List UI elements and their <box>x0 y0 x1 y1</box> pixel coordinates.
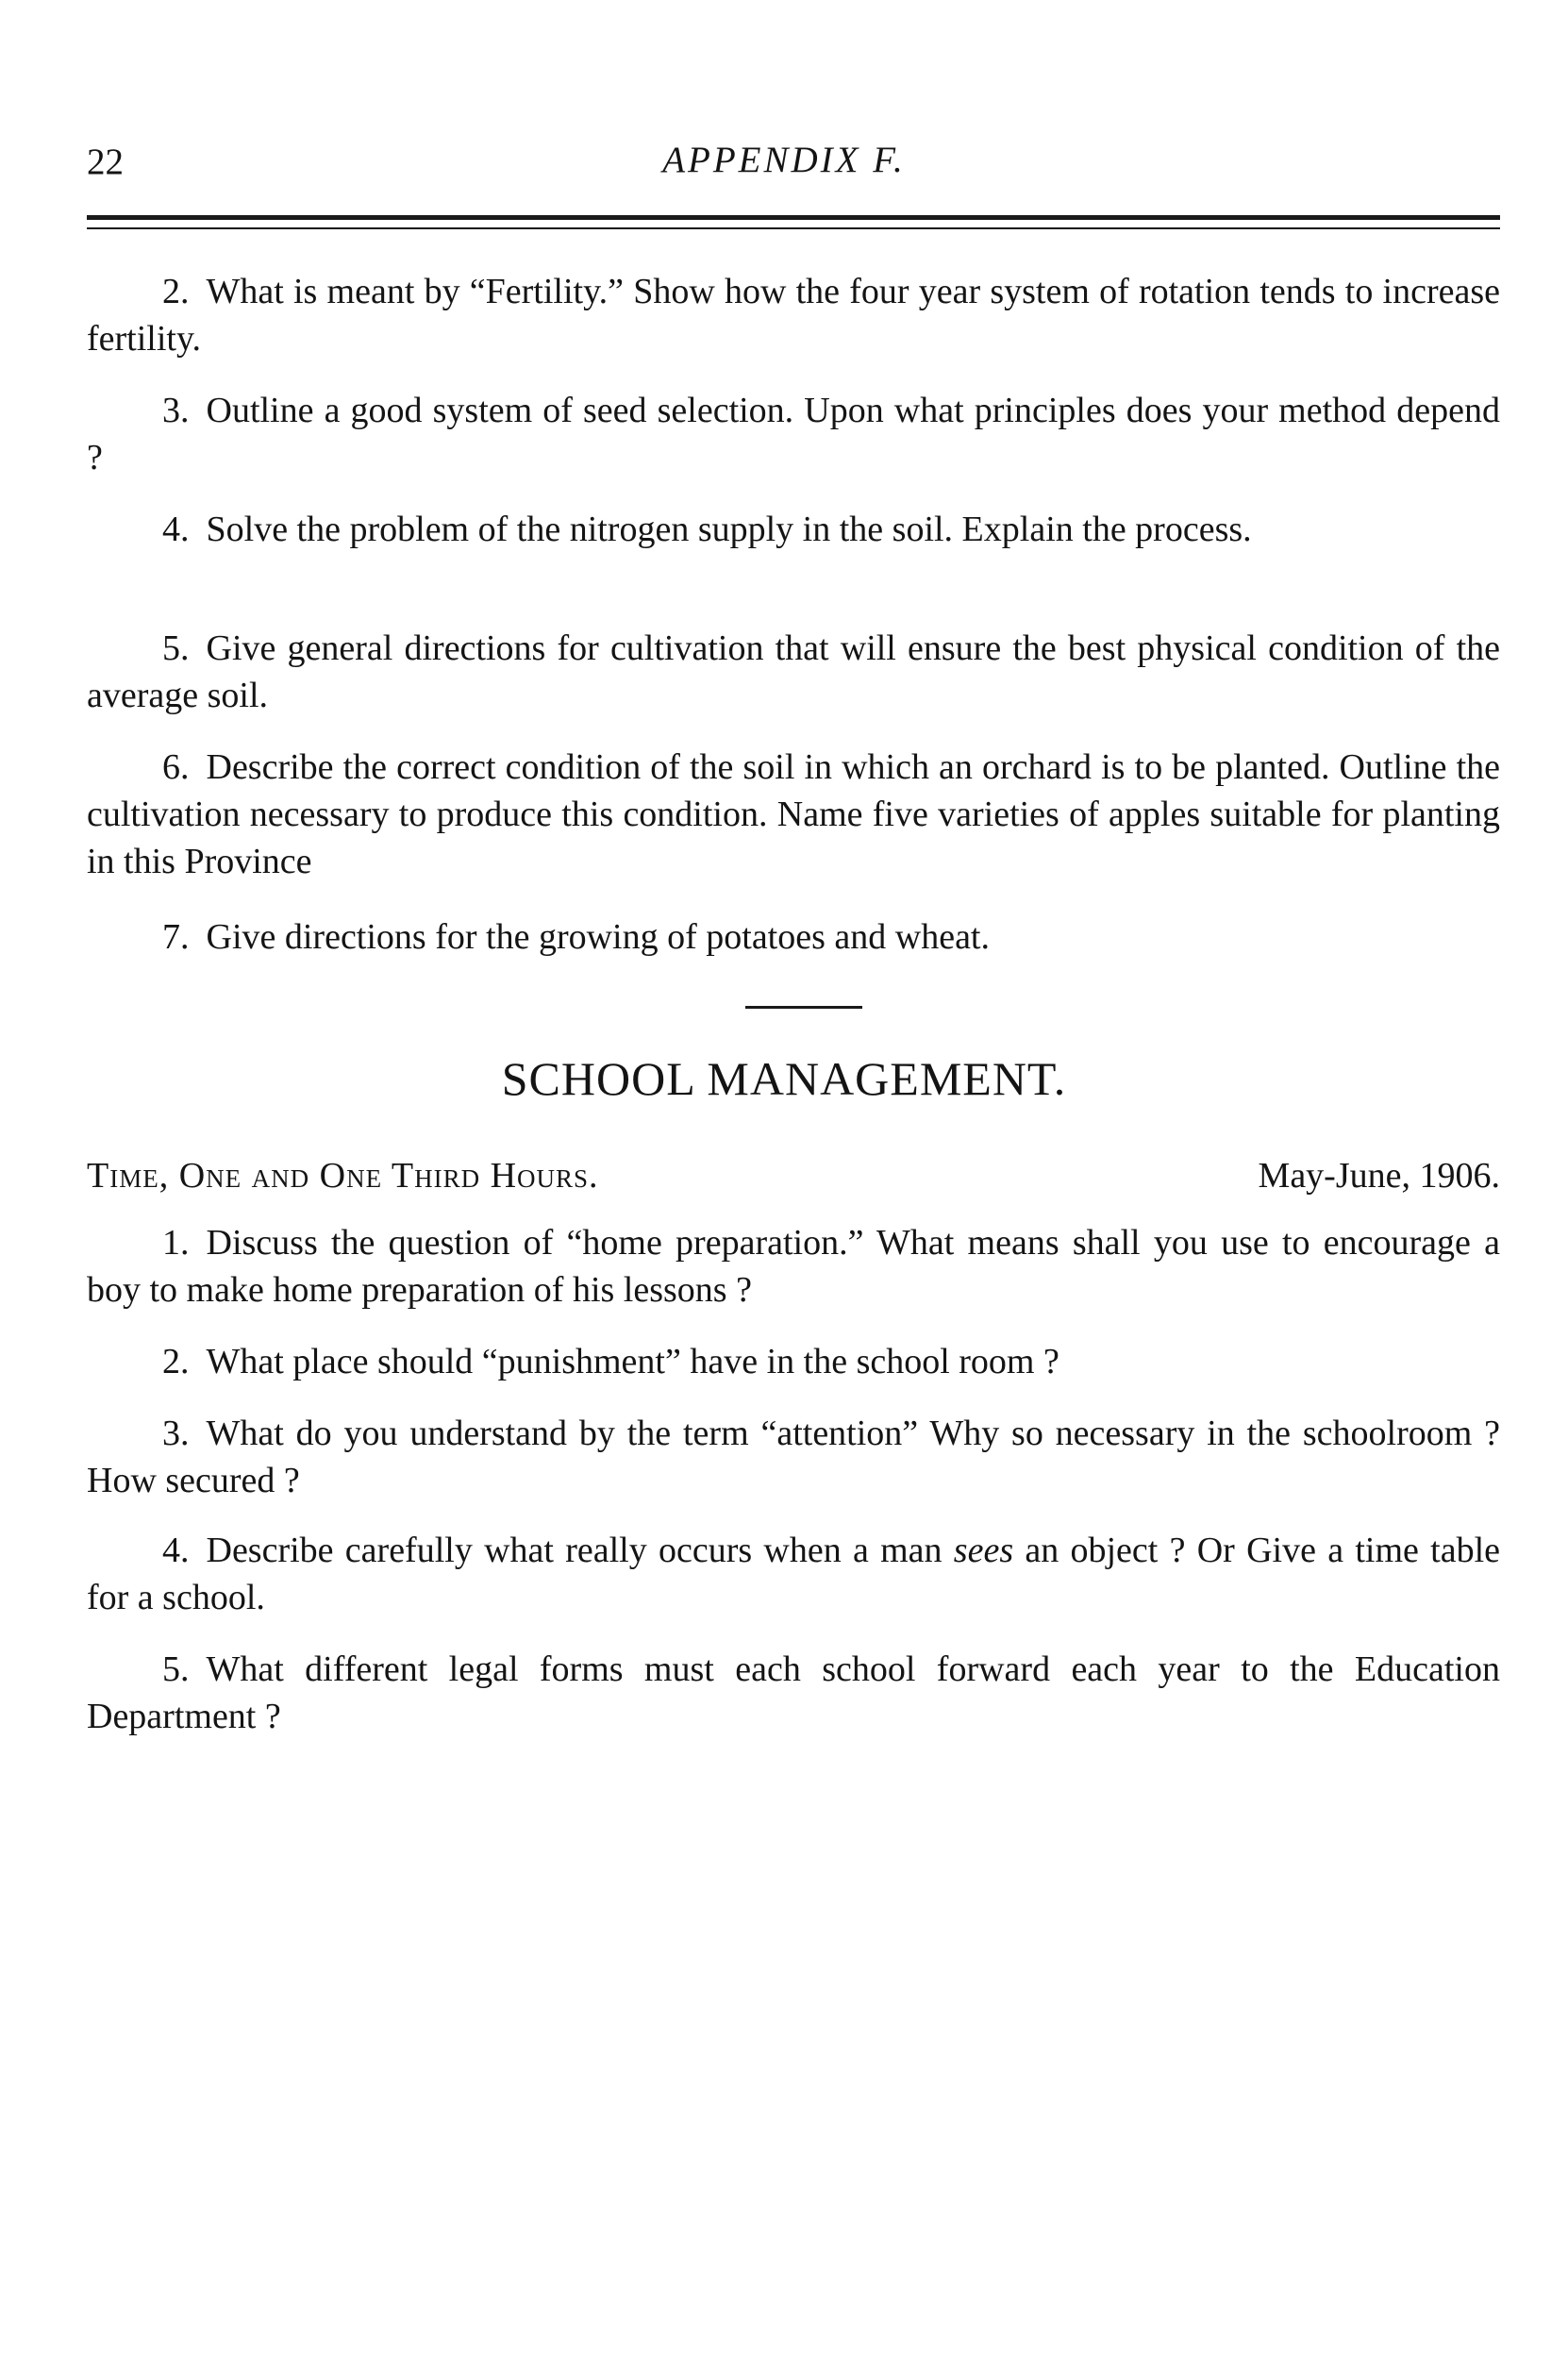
question-number: 2. <box>162 272 190 311</box>
question-text: Describe the correct condition of the soil in which an orchard is to be planted. Outline the cultivation necessary to produce this condition. Name five varieties of apples suitable for planting in this Province <box>87 747 1500 881</box>
question-item <box>87 1646 1500 1740</box>
exam-meta <box>87 1158 1500 1194</box>
question-text: Outline a good system of seed selection. Upon what principles does your method depend ? <box>87 391 1500 477</box>
question-item <box>87 506 1500 553</box>
question-number: 5. <box>162 628 190 668</box>
header-rule-thick <box>87 215 1500 220</box>
question-number: 7. <box>162 917 190 957</box>
section-divider <box>745 1006 862 1009</box>
question-text-italic: sees <box>953 1531 1014 1570</box>
question-text: What place should “punishment” have in the school room ? <box>206 1342 1059 1381</box>
time-allowed: Time, One and One Third Hours. <box>87 1156 599 1196</box>
question-number: 6. <box>162 747 190 787</box>
question-item <box>87 1527 1500 1621</box>
question-text: What different legal forms must each school forward each year to the Education Department ? <box>87 1649 1500 1736</box>
question-text: Solve the problem of the nitrogen supply in the soil. Explain the process. <box>206 510 1252 549</box>
question-item <box>87 387 1500 481</box>
question-item <box>87 268 1500 362</box>
exam-date: May-June, 1906. <box>1258 1156 1500 1196</box>
question-number: 2. <box>162 1342 190 1381</box>
page-number: 22 <box>87 142 124 182</box>
question-item <box>87 1338 1500 1385</box>
running-head: APPENDIX F. <box>662 140 906 180</box>
question-text: Discuss the question of “home preparation.” What means shall you use to encourage a boy to make home preparation of his lessons ? <box>87 1223 1500 1310</box>
question-number: 3. <box>162 1414 190 1453</box>
question-item <box>87 625 1500 719</box>
question-number: 5. <box>162 1649 190 1689</box>
question-number: 4. <box>162 1531 190 1570</box>
section-title: SCHOOL MANAGEMENT. <box>501 1052 1067 1105</box>
question-number: 1. <box>162 1223 190 1263</box>
question-item <box>87 1410 1500 1504</box>
question-text: Give general directions for cultivation that will ensure the best physical condition of the average soil. <box>87 628 1500 715</box>
question-item <box>87 1219 1500 1314</box>
question-number: 3. <box>162 391 190 430</box>
header-rule-thin <box>87 227 1500 229</box>
question-item <box>87 744 1500 885</box>
question-text: an object ? Or Give a time table for a school. <box>87 1531 1500 1617</box>
question-text: Give directions for the growing of potatoes and wheat. <box>206 917 990 957</box>
question-item <box>87 913 1500 961</box>
question-text: What do you understand by the term “attention” Why so necessary in the schoolroom ? How secured ? <box>87 1414 1500 1500</box>
question-number: 4. <box>162 510 190 549</box>
question-text: What is meant by “Fertility.” Show how the four year system of rotation tends to increase fertility. <box>87 272 1500 359</box>
question-text: Describe carefully what really occurs when a man <box>206 1531 954 1570</box>
